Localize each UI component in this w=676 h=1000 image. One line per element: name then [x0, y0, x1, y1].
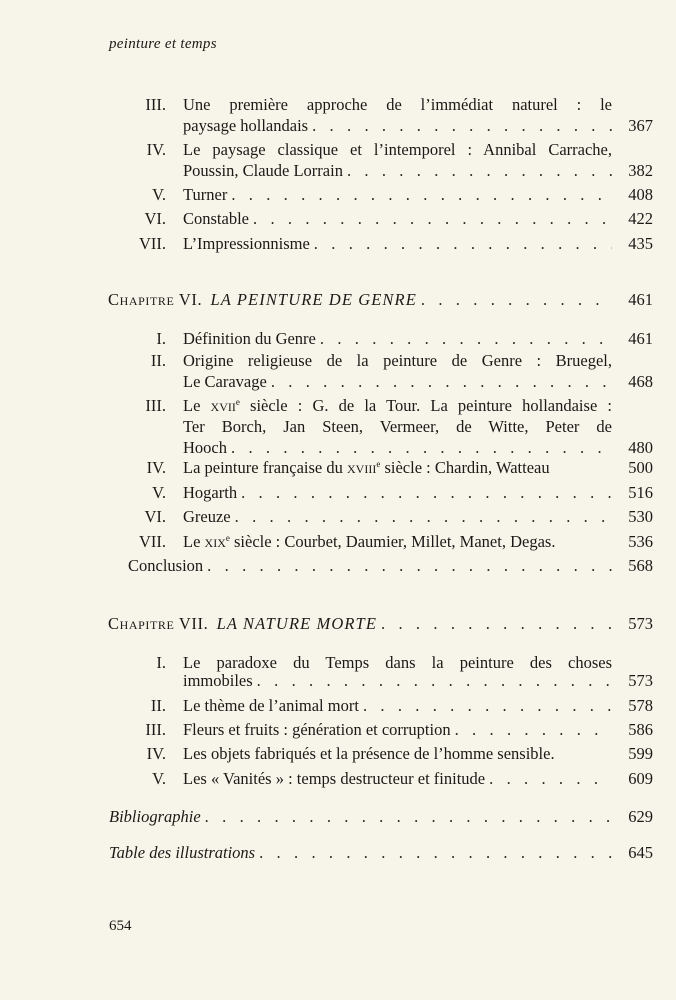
chapter-title: LA PEINTURE DE GENRE — [210, 290, 417, 309]
entry-number: IV. — [146, 140, 166, 159]
dot-leader — [183, 505, 612, 529]
dot-leader — [183, 232, 612, 256]
dot-leader — [109, 841, 612, 865]
page-number: 461 — [628, 290, 653, 309]
page-number: 530 — [628, 507, 653, 526]
entry-title: Le xix$^e$ siècle : Courbet, Daumier, Millet, Manet, Degas. — [183, 532, 556, 551]
entry-title: Ter Borch, Jan Steen, Vermeer, de Witte, Peter de — [183, 417, 612, 436]
entry-number: VII. — [138, 532, 166, 551]
entry-title: Bibliographie — [109, 807, 201, 826]
dot-leader — [183, 481, 612, 505]
entry-title: paysage hollandais — [183, 116, 309, 135]
page-folio: 654 — [109, 918, 132, 934]
page-number: 422 — [628, 209, 653, 228]
entry-title: Conclusion — [128, 556, 204, 575]
entry-title: L’Impressionnisme — [183, 234, 310, 253]
entry-number: V. — [152, 483, 166, 502]
entry-title: Turner — [183, 185, 228, 204]
entry-number: VI. — [144, 507, 166, 526]
entry-title: Table des illustrations — [109, 843, 256, 862]
entry-number: IV. — [146, 744, 166, 763]
page-number: 435 — [628, 234, 653, 253]
dot-leader — [183, 114, 612, 138]
entry-number: I. — [156, 329, 166, 348]
entry-title: Hogarth — [183, 483, 238, 502]
entry-title: Constable — [183, 209, 249, 228]
dot-leader — [128, 554, 612, 578]
entry-number: IV. — [146, 458, 166, 477]
dot-leader — [183, 183, 612, 207]
page-number: 578 — [628, 696, 653, 715]
entry-title: Une première approche de l’immédiat naturel : le — [183, 95, 612, 114]
dot-leader — [183, 694, 612, 718]
entry-number: V. — [152, 769, 166, 788]
dot-leader — [183, 718, 612, 742]
dot-leader — [183, 767, 612, 791]
dot-leader — [183, 370, 612, 394]
page-number: 516 — [628, 483, 653, 502]
dot-leader — [183, 669, 612, 693]
dot-leader — [108, 288, 612, 312]
chapter-label: Chapitre VII. — [108, 614, 209, 633]
entry-number: III. — [145, 95, 166, 114]
entry-title: Greuze — [183, 507, 231, 526]
entry-title: Le Caravage — [183, 372, 267, 391]
dot-leader — [109, 805, 612, 829]
page-number: 461 — [628, 329, 653, 348]
entry-number: III. — [145, 396, 166, 415]
page-number: 408 — [628, 185, 653, 204]
entry-title: Origine religieuse de la peinture de Genre : Bruegel, — [183, 351, 612, 370]
entry-number: VII. — [138, 234, 166, 253]
entry-number: I. — [156, 653, 166, 672]
page-number: 629 — [628, 807, 653, 826]
dot-leader — [183, 159, 612, 183]
entry-title: Les objets fabriqués et la présence de l’homme sensible. — [183, 744, 555, 763]
entry-title: Hooch — [183, 438, 227, 457]
page-number: 536 — [628, 532, 653, 551]
page-number: 573 — [628, 671, 653, 690]
page-number: 568 — [628, 556, 653, 575]
chapter-title: LA NATURE MORTE — [216, 614, 378, 633]
chapter-label: Chapitre VI. — [108, 290, 203, 309]
entry-number: II. — [150, 351, 166, 370]
entry-number: II. — [150, 696, 166, 715]
entry-title: Le paradoxe du Temps dans la peinture des choses — [183, 653, 612, 672]
dot-leader — [108, 612, 612, 636]
entry-number: VI. — [144, 209, 166, 228]
page-number: 573 — [628, 614, 653, 633]
entry-title: Poussin, Claude Lorrain — [183, 161, 343, 180]
entry-number: V. — [152, 185, 166, 204]
entry-title: Les « Vanités » : temps destructeur et finitude — [183, 769, 486, 788]
page-number: 500 — [628, 458, 653, 477]
page-number: 480 — [628, 438, 653, 457]
entry-title: immobiles — [183, 671, 253, 690]
entry-title: Définition du Genre — [183, 329, 316, 348]
page-number: 367 — [628, 116, 653, 135]
dot-leader — [183, 207, 612, 231]
entry-title: Fleurs et fruits : génération et corruption — [183, 720, 451, 739]
entry-title: La peinture française du xviii$^e$ siècle : Chardin, Watteau — [183, 458, 550, 477]
page-number: 586 — [628, 720, 653, 739]
running-head: peinture et temps — [109, 36, 217, 52]
entry-title: Le xvii$^e$ siècle : G. de la Tour. La peinture hollandaise : — [183, 396, 612, 415]
page-number: 468 — [628, 372, 653, 391]
entry-title: Le thème de l’animal mort — [183, 696, 359, 715]
entry-number: III. — [145, 720, 166, 739]
page-number: 645 — [628, 843, 653, 862]
page-number: 599 — [628, 744, 653, 763]
entry-title: Le paysage classique et l’intemporel : Annibal Carrache, — [183, 140, 612, 159]
dot-leader — [183, 327, 612, 351]
page-number: 609 — [628, 769, 653, 788]
page-number: 382 — [628, 161, 653, 180]
